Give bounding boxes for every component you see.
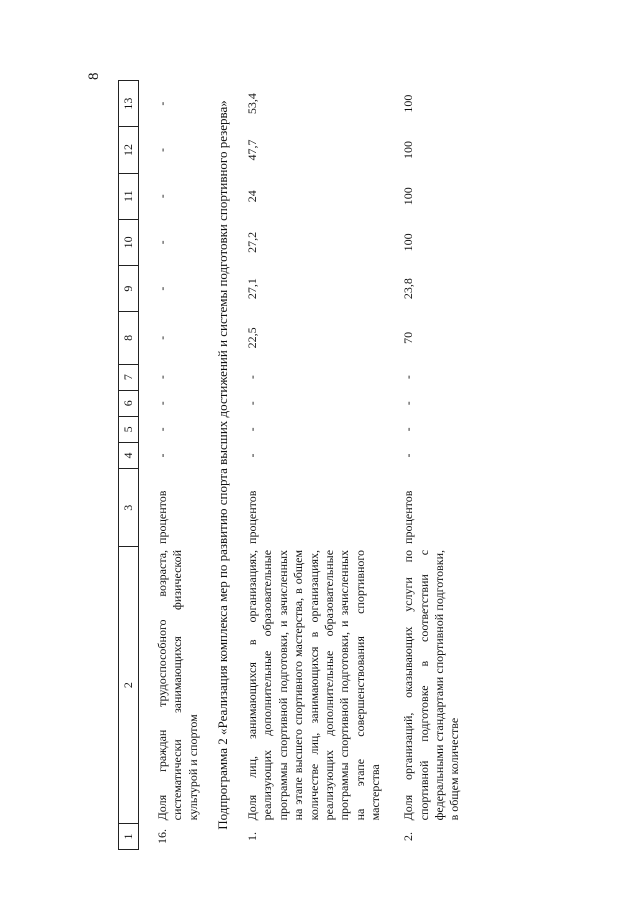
value-cell: 70 bbox=[401, 331, 416, 344]
value-cell: 100 bbox=[401, 140, 416, 159]
value-cell: - bbox=[245, 375, 260, 380]
header-cell: 13 bbox=[119, 81, 139, 127]
value-cell: 47,7 bbox=[245, 139, 260, 161]
value-cell: - bbox=[155, 427, 169, 432]
header-cell: 2 bbox=[119, 547, 139, 823]
table-row bbox=[153, 81, 203, 850]
row-number: 16. bbox=[155, 828, 169, 844]
indicator-name: Доля лиц, занимающихся в организациях, реализующих дополнительные образовательные программы спортивной подготовки, и зачисленных на этапе высшего спортивного мастерства, в общем количестве лиц, занимающихся в организациях, реализующих дополнительные образовательные программы спортивной подготовки, и зачисленных на этапе совершенствования спортивного мастерства bbox=[245, 549, 382, 821]
value-cell: 100 bbox=[401, 233, 416, 252]
value-cell: 24 bbox=[245, 190, 260, 203]
value-cell: - bbox=[155, 147, 169, 152]
value-cell: - bbox=[155, 194, 169, 199]
header-cell: 7 bbox=[119, 364, 139, 390]
header-cell: 12 bbox=[119, 127, 139, 173]
value-cell: - bbox=[401, 427, 416, 432]
table-row bbox=[399, 81, 464, 850]
header-cell: 5 bbox=[119, 416, 139, 442]
header-cell: 4 bbox=[119, 442, 139, 468]
value-cell: - bbox=[155, 335, 169, 340]
row-number: 2. bbox=[401, 831, 416, 841]
unit-cell: процентов bbox=[155, 490, 169, 544]
unit-cell: процентов bbox=[401, 490, 416, 544]
value-cell: 23,8 bbox=[401, 278, 416, 300]
value-cell: - bbox=[245, 427, 260, 432]
subprogram-row bbox=[203, 81, 243, 850]
header-cell: 8 bbox=[119, 312, 139, 364]
value-cell: - bbox=[155, 453, 169, 458]
indicators-table bbox=[118, 80, 465, 850]
table-row bbox=[243, 81, 385, 850]
header-row bbox=[119, 81, 139, 850]
subprogram-title: Подпрограмма 2 «Реализация комплекса мер по развитию спорта высших достижений и системы подготовки спортивного резерва» bbox=[215, 100, 231, 830]
value-cell: 100 bbox=[401, 187, 416, 206]
header-cell: 9 bbox=[119, 266, 139, 312]
value-cell: - bbox=[401, 401, 416, 406]
header-cell: 6 bbox=[119, 390, 139, 416]
page-number: 8 bbox=[86, 72, 102, 80]
rotated-table-sheet bbox=[118, 80, 633, 850]
value-cell: 100 bbox=[401, 94, 416, 113]
value-cell: - bbox=[155, 401, 169, 406]
value-cell: 27,1 bbox=[245, 278, 260, 300]
row-number: 1. bbox=[245, 831, 260, 841]
value-cell: - bbox=[155, 286, 169, 291]
value-cell: - bbox=[155, 375, 169, 380]
value-cell: - bbox=[155, 240, 169, 245]
value-cell: - bbox=[401, 375, 416, 380]
value-cell: 27,2 bbox=[245, 231, 260, 253]
unit-cell: процентов bbox=[245, 490, 260, 544]
header-cell: 10 bbox=[119, 219, 139, 265]
header-cell: 11 bbox=[119, 173, 139, 219]
header-cell: 1 bbox=[119, 823, 139, 849]
value-cell: 22,5 bbox=[245, 327, 260, 349]
header-cell: 3 bbox=[119, 469, 139, 547]
value-cell: - bbox=[245, 453, 260, 458]
value-cell: - bbox=[401, 453, 416, 458]
value-cell: - bbox=[245, 401, 260, 406]
value-cell: - bbox=[155, 101, 169, 106]
value-cell: 53,4 bbox=[245, 93, 260, 115]
indicator-name: Доля граждан трудоспособного возраста, систематически занимающихся физической культурой и спортом bbox=[155, 549, 200, 821]
indicator-name: Доля организаций, оказывающих услуги по спортивной подготовке в соответствии с федеральными стандартами спортивной подготовки, в общем количестве bbox=[401, 549, 462, 821]
